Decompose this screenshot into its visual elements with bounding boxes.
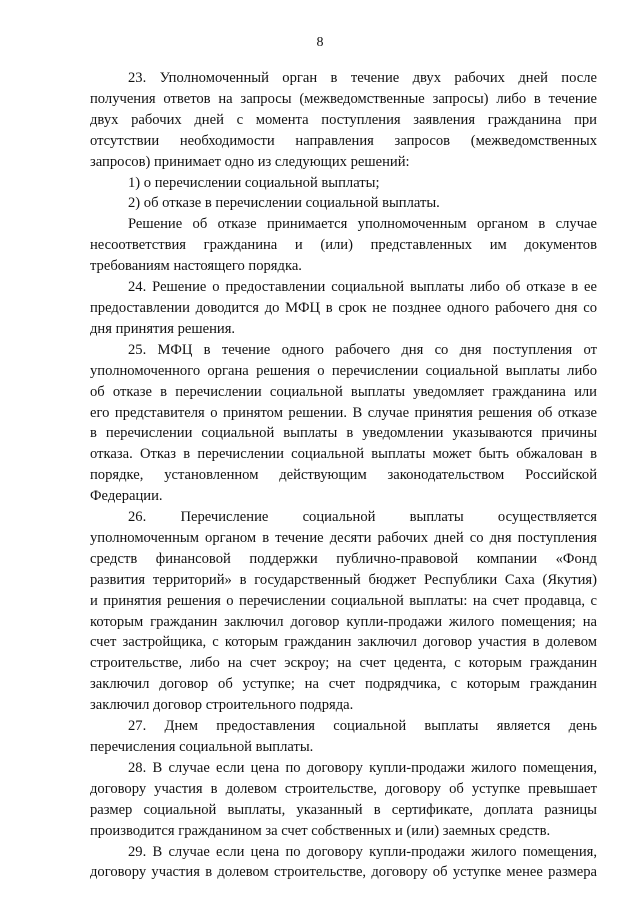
text-line: счет застройщика, с которым гражданин заключил договор участия в долевом (90, 634, 597, 651)
text-line: запросов) принимает одно из следующих решений: (90, 153, 410, 170)
paragraph (90, 173, 597, 194)
paragraph (90, 68, 597, 173)
paragraph (90, 277, 597, 340)
text-line: и принятия решения о перечислении социальной выплаты: на счет продавца, с (90, 592, 597, 609)
text-line: Федерации. (90, 488, 163, 505)
text-line: 23. Уполномоченный орган в течение двух рабочих дней после (128, 70, 597, 86)
paragraph (90, 842, 597, 884)
text-line: 24. Решение о предоставлении социальной выплаты либо об отказе в ее (128, 279, 597, 296)
text-line: 1) о перечислении социальной выплаты; (128, 174, 380, 191)
text-line: предоставлении доводится до МФЦ в срок не позднее одного рабочего дня со (90, 299, 597, 316)
text-line: заключил договор строительного подряда. (90, 697, 354, 714)
paragraph (90, 214, 597, 277)
text-line: двух рабочих дней с момента поступления заявления гражданина при (90, 111, 597, 128)
text-line: уполномоченного органа решения о перечислении социальной выплаты либо (90, 362, 597, 379)
text-line: 25. МФЦ в течение одного рабочего дня со дня поступления от (128, 341, 597, 358)
text-line: договору участия в долевом строительстве, договору об уступке менее размера (90, 864, 597, 881)
text-line: перечисления социальной выплаты. (90, 739, 314, 755)
paragraph (90, 507, 597, 716)
text-line: требованиям настоящего порядка. (90, 258, 302, 275)
text-line: получения ответов на запросы (межведомственные запросы) либо в течение (90, 90, 597, 107)
text-line: отсутствии необходимости направления запросов (межведомственных (90, 132, 597, 149)
text-line: дня принятия решения. (90, 320, 236, 337)
text-line: средств финансовой поддержки публично-правовой компании «Фонд (90, 550, 597, 567)
text-line: заключил договор об уступке; на счет подрядчика, с которым гражданин (90, 676, 597, 693)
text-line: строительстве, либо на счет эскроу; на счет цедента, с которым гражданин (90, 655, 597, 672)
text-line: порядке, установленном действующим законодательством Российской (90, 467, 597, 484)
paragraph (90, 193, 597, 214)
text-line: договору участия в долевом строительстве, договору об уступке превышает (90, 780, 597, 797)
text-line: Решение об отказе принимается уполномоченным органом в случае (128, 216, 597, 233)
text-line: 2) об отказе в перечислении социальной выплаты. (128, 195, 440, 212)
text-line: 29. В случае если цена по договору купли-продажи жилого помещения, (128, 843, 597, 860)
paragraph (90, 758, 597, 842)
text-line: об отказе в перечислении социальной выплаты уведомляет гражданина или (90, 383, 597, 400)
text-line: несоответствия гражданина и (или) представленных им документов (90, 237, 597, 254)
paragraph (90, 340, 597, 507)
text-line: отказа. Отказ в перечислении социальной выплаты может быть обжалован в (90, 446, 597, 463)
text-line: 26. Перечисление социальной выплаты осуществляется (128, 509, 597, 526)
paragraph (90, 716, 597, 758)
text-line: уполномоченным органом в течение десяти рабочих дней со дня поступления (90, 529, 597, 546)
text-line: его представителя о принятом решении. В случае принятия решения об отказе (90, 404, 597, 421)
text-line: размер социальной выплаты, указанный в сертификате, доплата разницы (90, 801, 597, 818)
text-line: которым гражданин заключил договор купли-продажи жилого помещения; на (90, 613, 597, 630)
text-line: в перечислении социальной выплаты в уведомлении указываются причины (90, 425, 597, 442)
text-line: развития территорий» в государственный бюджет Республики Саха (Якутия) (90, 571, 597, 588)
page-number: 8 (316, 35, 324, 50)
text-line: производится гражданином за счет собственных и (или) заемных средств. (90, 822, 551, 839)
text-line: 27. Днем предоставления социальной выплаты является день (128, 718, 597, 735)
text-line: 28. В случае если цена по договору купли-продажи жилого помещения, (128, 759, 597, 776)
document-body (90, 68, 597, 883)
